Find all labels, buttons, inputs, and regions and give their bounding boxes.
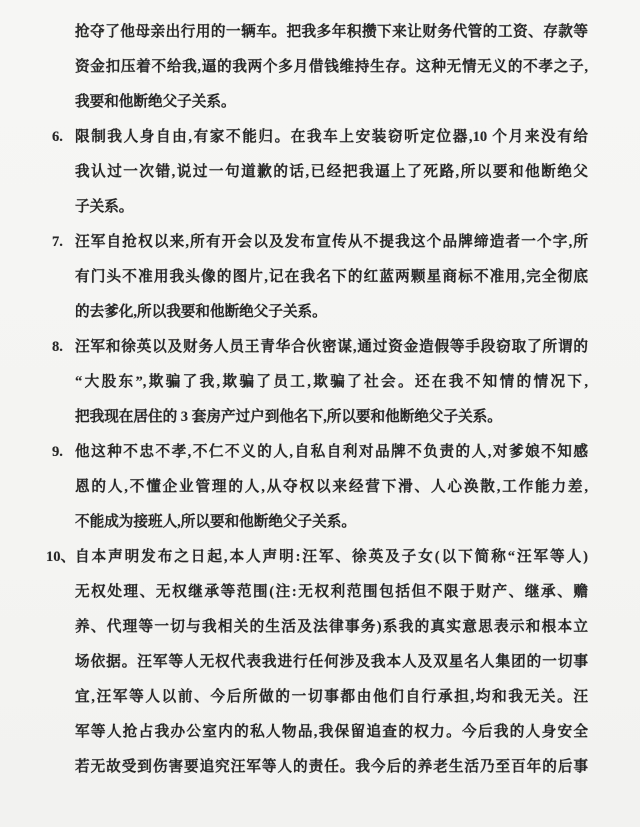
text-line: 限制我人身自由,有家不能归。在我车上安装窃听定位器,10 个月来没有给 <box>75 129 588 145</box>
statement-item-8 <box>52 330 588 435</box>
text-line: 自本声明发布之日起,本人声明:汪军、徐英及子女(以下简称“汪军等人) <box>75 549 588 565</box>
text-line: 若无故受到伤害要追究汪军等人的责任。我今后的养老生活乃至百年的后事 <box>75 759 588 775</box>
text-line: 养、代理等一切与我相关的生活及法律事务)系我的真实意思表示和根本立 <box>75 619 588 635</box>
statement-item-7 <box>52 225 588 330</box>
item-number: 8. <box>52 339 63 355</box>
item-number: 7. <box>52 234 63 250</box>
item-number: 10、 <box>46 549 76 565</box>
text-line: 我认过一次错,说过一句道歉的话,已经把我逼上了死路,所以要和他断绝父 <box>75 164 588 180</box>
text-line: 无权处理、无权继承等范围(注:无权利范围包括但不限于财产、继承、赡 <box>75 584 588 600</box>
item-number: 9. <box>52 444 63 460</box>
intro-paragraph <box>75 15 588 120</box>
text-line: 有门头不准用我头像的图片,记在我名下的红蓝两颗星商标不准用,完全彻底 <box>75 269 588 285</box>
statement-item-10 <box>46 540 588 785</box>
text-line: 我要和他断绝父子关系。 <box>75 94 236 110</box>
text-line: 把我现在居住的 3 套房产过户到他名下,所以要和他断绝父子关系。 <box>75 409 502 425</box>
text-line: 军等人抢占我办公室内的私人物品,我保留追查的权力。今后我的人身安全 <box>75 724 588 740</box>
text-line: 汪军自抢权以来,所有开会以及发布宣传从不提我这个品牌缔造者一个字,所 <box>75 234 588 250</box>
text-line: 他这种不忠不孝,不仁不义的人,自私自利对品牌不负责的人,对爹娘不知感 <box>75 444 588 460</box>
text-line: 资金扣压着不给我,逼的我两个多月借钱维持生存。这种无情无义的不孝之子, <box>75 59 588 75</box>
text-line: 恩的人,不懂企业管理的人,从夺权以来经营下滑、人心涣散,工作能力差, <box>75 479 588 495</box>
text-line: 不能成为接班人,所以要和他断绝父子关系。 <box>75 514 356 530</box>
text-line: 汪军和徐英以及财务人员王青华合伙密谋,通过资金造假等手段窃取了所谓的 <box>75 339 588 355</box>
text-line: 抢夺了他母亲出行用的一辆车。把我多年积攒下来让财务代管的工资、存款等 <box>75 24 588 40</box>
text-line: 宜,汪军等人以前、今后所做的一切事都由他们自行承担,均和我无关。汪 <box>75 689 588 705</box>
text-line: 子关系。 <box>75 199 134 215</box>
text-line: “大股东”,欺骗了我,欺骗了员工,欺骗了社会。还在我不知情的情况下, <box>75 374 588 390</box>
item-number: 6. <box>52 129 63 145</box>
text-line: 场依据。汪军等人无权代表我进行任何涉及我本人及双星名人集团的一切事 <box>75 654 588 670</box>
text-line: 的去爹化,所以我要和他断绝父子关系。 <box>75 304 327 320</box>
statement-item-6 <box>52 120 588 225</box>
statement-item-9 <box>52 435 588 540</box>
